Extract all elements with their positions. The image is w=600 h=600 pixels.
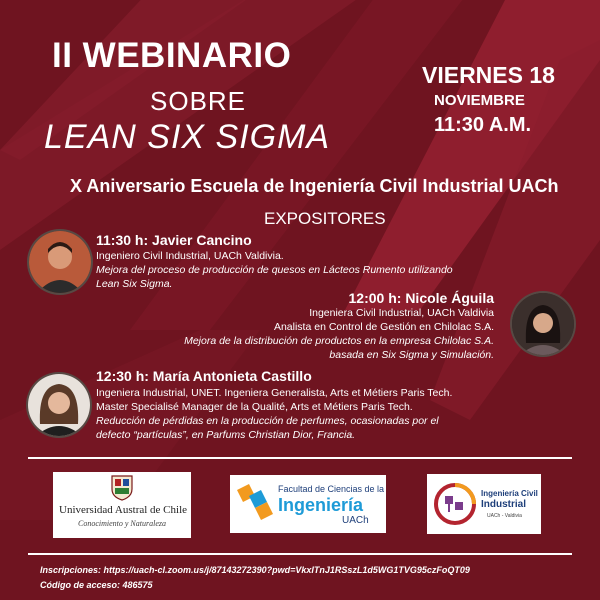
fci-line2: Ingeniería <box>278 495 364 515</box>
event-time: 11:30 A.M. <box>434 114 532 136</box>
fci-line3: UACh <box>342 515 369 526</box>
speaker-photo-javier <box>27 229 93 295</box>
footer-access-code: Código de acceso: 486575 <box>40 580 153 590</box>
speaker-2-name: 12:00 h: Nicole Águila <box>348 290 494 306</box>
ici-line3: UACh - Valdivia <box>487 513 522 519</box>
speaker-3-talk1: Reducción de pérdidas en la producción de perfumes, ocasionadas por el <box>96 415 439 427</box>
fci-logo <box>230 475 386 533</box>
speaker-3-line1: Ingeniera Industrial, UNET. Ingeniera Generalista, Arts et Métiers Paris Tech. <box>96 387 453 399</box>
speaker-3-name: 12:30 h: María Antonieta Castillo <box>96 368 312 384</box>
uach-logo <box>53 472 191 538</box>
speaker-photo-nicole <box>510 291 576 357</box>
divider-top <box>28 457 572 459</box>
fci-emblem-icon <box>235 482 275 522</box>
speaker-2-line1: Ingeniera Civil Industrial, UACh Valdivia <box>309 307 494 319</box>
uach-shield-icon <box>111 475 133 501</box>
ici-logo <box>427 474 541 534</box>
ici-line2: Industrial <box>481 499 527 510</box>
event-month: NOVIEMBRE <box>434 92 525 109</box>
uach-name: Universidad Austral de Chile <box>59 504 188 516</box>
speaker-2-talk2: basada en Six Sigma y Simulación. <box>329 349 494 361</box>
title-line-2: SOBRE <box>150 86 247 116</box>
speaker-3-talk2: defecto “partículas”, en Parfums Christian Dior, Francia. <box>96 429 356 441</box>
footer-inscriptions: Inscripciones: https://uach-cl.zoom.us/j/87143272390?pwd=VkxITnJ1RSszL1d5WG1TVG95czFoQT09 <box>40 565 470 575</box>
title-line-3: LEAN SIX SIGMA <box>44 118 331 156</box>
section-title: EXPOSITORES <box>264 209 386 228</box>
anniversary-subtitle: X Aniversario Escuela de Ingeniería Civil Industrial UACh <box>70 176 559 196</box>
speaker-photo-maria <box>26 372 92 438</box>
speaker-3-line2: Master Specialisé Manager de la Qualité, Arts et Métiers Paris Tech. <box>96 401 413 413</box>
speaker-1-line1: Ingeniero Civil Industrial, UACh Valdivia. <box>96 250 284 262</box>
speaker-2-talk1: Mejora de la distribución de productos en la empresa Chilolac S.A. <box>184 335 494 347</box>
divider-bottom <box>28 553 572 555</box>
speaker-1-name: 11:30 h: Javier Cancino <box>96 232 252 248</box>
speaker-2-line2: Analista en Control de Gestión en Chilolac S.A. <box>273 321 494 333</box>
speaker-1-talk2: Lean Six Sigma. <box>96 278 173 290</box>
fci-line1: Facultad de Ciencias de la <box>278 484 385 494</box>
uach-tagline: Conocimiento y Naturaleza <box>78 519 166 528</box>
ici-line1: Ingeniería Civil <box>481 489 538 498</box>
event-day: VIERNES 18 <box>422 62 555 88</box>
ici-emblem-icon <box>433 482 477 526</box>
title-line-1: II WEBINARIO <box>52 36 292 75</box>
speaker-1-talk1: Mejora del proceso de producción de quesos en Lácteos Rumento utilizando <box>96 264 453 276</box>
